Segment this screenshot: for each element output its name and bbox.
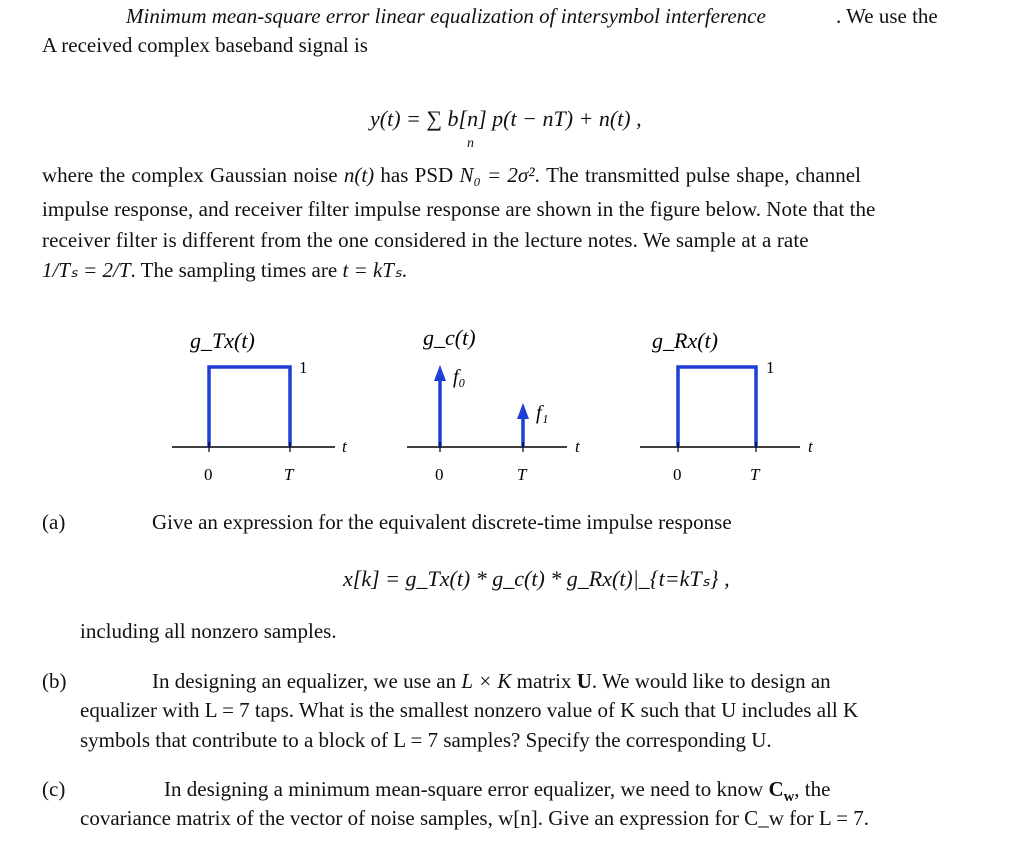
desc-line-3: receiver filter is different from the one considered in the lecture notes. We sample at a rate	[42, 228, 809, 252]
rx-amplitude-label: 1	[766, 358, 775, 377]
part-b-label: (b)	[42, 669, 67, 693]
tx-pulse-plot	[160, 315, 380, 490]
psd-expression: N₀ = 2σ²	[459, 163, 535, 187]
intro-line-2: A received complex baseband signal is	[42, 33, 368, 57]
f0-label: f₀	[453, 366, 466, 388]
part-c-line-2: covariance matrix of the vector of noise samples, w[n]. Give an expression for C_w for L = 7.	[80, 806, 869, 830]
part-a-tail: including all nonzero samples.	[80, 619, 337, 643]
rx-filter-label: g_Rx(t)	[652, 328, 718, 353]
desc-line-2: impulse response, and receiver filter impulse response are shown in the figure below. Note that the	[42, 197, 876, 221]
channel-t0-label: 0	[435, 465, 444, 484]
matrix-dimensions: L × K	[461, 669, 512, 693]
sampling-times-expression: t = kTₛ	[342, 258, 402, 282]
desc-line-4	[42, 258, 407, 283]
rx-t0-label: 0	[673, 465, 682, 484]
tx-t0-label: 0	[204, 465, 213, 484]
channel-label: g_c(t)	[423, 325, 476, 350]
part-b-l1-b: matrix	[516, 669, 572, 693]
desc-l1-a: where the complex Gaussian noise	[42, 163, 338, 187]
impulse-f1-arrowhead	[517, 403, 529, 419]
sample-rate-expression: 1/Tₛ = 2/T	[42, 258, 131, 282]
desc-l1-b: has PSD	[380, 163, 454, 187]
impulse-f0-arrowhead	[434, 365, 446, 381]
covariance-subscript: w	[783, 789, 795, 806]
tx-amplitude-label: 1	[299, 358, 308, 377]
tx-axis-label: t	[342, 437, 347, 456]
rx-axis-label: t	[808, 437, 813, 456]
covariance-C: C	[768, 777, 784, 801]
part-a-text: Give an expression for the equivalent discrete-time impulse response	[152, 510, 732, 534]
rx-t1-label: T	[750, 465, 760, 484]
desc-l4-end: .	[401, 258, 408, 282]
part-c-label: (c)	[42, 777, 66, 801]
tx-pulse-label: g_Tx(t)	[190, 328, 255, 353]
part-b-l1-a: In designing an equalizer, we use an	[152, 669, 457, 693]
desc-l1-c: . The transmitted pulse shape, channel	[534, 163, 861, 187]
part-b-line-3: symbols that contribute to a block of L = 7 samples? Specify the corresponding U.	[80, 728, 772, 752]
sum-index: n	[467, 136, 474, 151]
tx-t1-label: T	[284, 465, 294, 484]
tx-pulse	[209, 367, 290, 447]
rx-filter-plot	[628, 315, 848, 490]
channel-axis-label: t	[575, 437, 580, 456]
f1-label: f₁	[536, 402, 549, 424]
desc-line-1	[42, 163, 861, 188]
part-b-l1-c: . We would like to design an	[591, 669, 831, 693]
channel-plot	[395, 315, 625, 490]
part-b-line-1	[152, 669, 831, 694]
desc-l4-a: . The sampling times are	[130, 258, 338, 282]
channel-t1-label: T	[517, 465, 527, 484]
rx-pulse	[678, 367, 756, 447]
part-c-line-1	[164, 777, 830, 806]
received-signal-equation: y(t) = ∑ b[n] p(t − nT) + n(t) ,	[370, 106, 642, 131]
part-a-equation: x[k] = g_Tx(t) * g_c(t) * g_Rx(t)|_{t=kTₛ} ,	[343, 566, 730, 591]
part-c-l1-a: In designing a minimum mean-square error equalizer, we need to know	[164, 777, 764, 801]
intro-title: Minimum mean-square error linear equalization of intersymbol interference	[126, 4, 766, 28]
matrix-U: U	[576, 669, 592, 693]
intro-title-tail: . We use the	[836, 4, 938, 28]
noise-symbol: n(t)	[343, 163, 375, 187]
part-a-label: (a)	[42, 510, 66, 534]
part-c-l1-b: , the	[794, 777, 831, 801]
part-b-line-2: equalizer with L = 7 taps. What is the smallest nonzero value of K such that U includes all K	[80, 698, 859, 722]
